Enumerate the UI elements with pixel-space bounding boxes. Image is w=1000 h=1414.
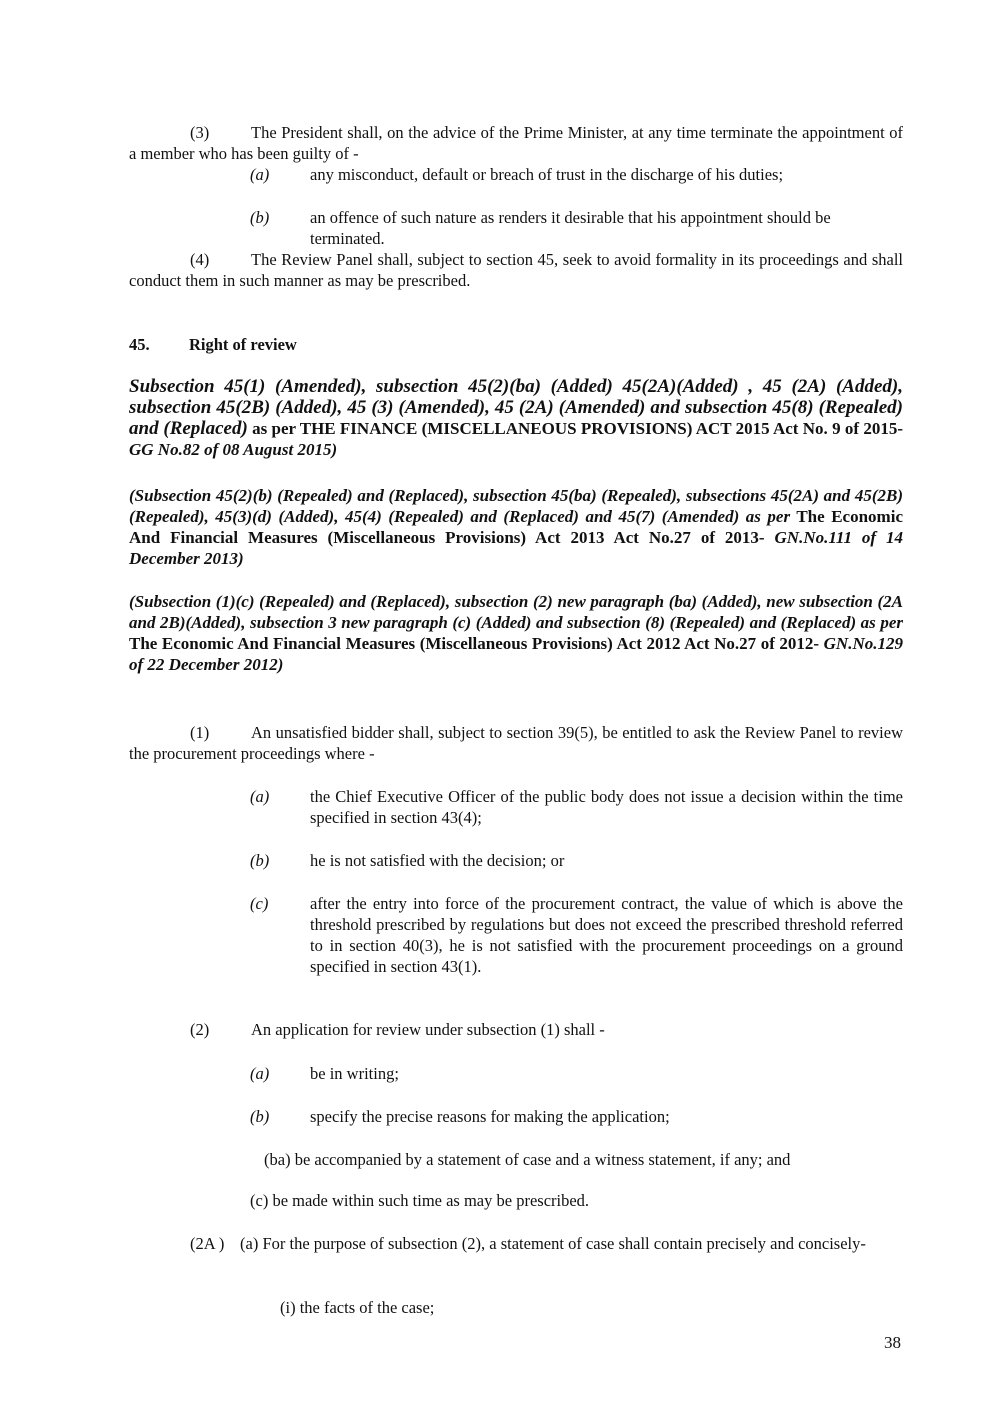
amendment-italic: Subsection 45(1) (Amended), subsection 45(2)(ba) (Added) 45(2A)(Added) , 45 (2A) (Added), subsection 45(2B) (Added), 45 (3) (Amended), 45 (2A) (Amended) and subsection 45(8) (Repealed) and (Replaced) xyxy=(129,376,903,439)
list-item xyxy=(250,1106,903,1127)
amendment-act: The Economic And Financial Measures (Miscellaneous Provisions) Act 2013 Act No.27 of 2013- xyxy=(129,507,903,547)
paragraph-3 xyxy=(129,122,903,164)
item-text: any misconduct, default or breach of trust in the discharge of his duties; xyxy=(310,165,784,184)
subsection-text: (a) For the purpose of subsection (2), a statement of case shall contain precisely and concisely- xyxy=(240,1234,866,1253)
item-label: (b) xyxy=(250,1107,270,1126)
item-text: specify the precise reasons for making the application; xyxy=(310,1107,670,1126)
subsection-2a xyxy=(190,1233,903,1254)
subsection-text: An application for review under subsection (1) shall - xyxy=(251,1020,605,1039)
subsection-text: An unsatisfied bidder shall, subject to section 39(5), be entitled to ask the Review Panel to review the procurement proceedings where - xyxy=(129,723,903,763)
list-item: (i) the facts of the case; xyxy=(280,1298,435,1317)
list-item: (c) be made within such time as may be prescribed. xyxy=(250,1191,590,1210)
item-text: after the entry into force of the procurement contract, the value of which is above the threshold prescribed by regulations but does not exceed the prescribed threshold referred to in section 40(3), he is not satisfied with the procurement proceedings on a ground specified in section 43(1). xyxy=(310,894,903,976)
item-text: he is not satisfied with the decision; or xyxy=(310,851,565,870)
amendment-note xyxy=(129,485,903,569)
subsection-1 xyxy=(129,722,903,764)
item-label: (b) xyxy=(250,851,270,870)
paragraph-text: The Review Panel shall, subject to section 45, seek to avoid formality in its proceedings and shall conduct them in such manner as may be prescribed. xyxy=(129,250,903,290)
subsection-2 xyxy=(129,1019,903,1040)
section-title: Right of review xyxy=(189,335,297,354)
paragraph-4 xyxy=(129,249,903,291)
item-label: (a) xyxy=(250,787,270,806)
item-label: (a) xyxy=(250,1064,270,1083)
subsection-number: (1) xyxy=(190,723,210,742)
amendment-gazette: GN.No.111 of 14 December 2013) xyxy=(129,528,903,568)
subsection-number: (2) xyxy=(190,1020,210,1039)
list-item xyxy=(250,164,903,185)
list-item xyxy=(250,850,903,871)
item-text: be in writing; xyxy=(310,1064,399,1083)
item-label: (a) xyxy=(250,165,270,184)
amendment-note xyxy=(129,591,903,675)
item-text: an offence of such nature as renders it desirable that his appointment should be terminated. xyxy=(310,208,831,248)
paragraph-number: (4) xyxy=(190,250,210,269)
section-number: 45. xyxy=(129,335,150,354)
item-label: (b) xyxy=(250,208,270,227)
subsection-number: (2A ) xyxy=(190,1234,225,1253)
amendment-italic: (Subsection 45(2)(b) (Repealed) and (Replaced), subsection 45(ba) (Repealed), subsections 45(2A) and 45(2B) (Repealed), 45(3)(d) (Added), 45(4) (Repealed) and (Replaced) and 45(7) (Amended) as per xyxy=(129,486,903,526)
list-item xyxy=(250,1063,903,1084)
amendment-gazette: GN.No.129 of 22 December 2012) xyxy=(129,634,903,674)
page-number: 38 xyxy=(884,1333,901,1352)
list-item xyxy=(250,786,903,828)
section-heading xyxy=(129,334,297,355)
paragraph-number: (3) xyxy=(190,123,210,142)
amendment-italic: (Subsection (1)(c) (Repealed) and (Replaced), subsection (2) new paragraph (ba) (Added), new subsection (2A and 2B)(Added), subsection 3 new paragraph (c) (Added) and subsection (8) (Repealed) and (Replaced) as per xyxy=(129,592,903,632)
list-item: (ba) be accompanied by a statement of case and a witness statement, if any; and xyxy=(264,1150,791,1169)
amendment-gazette: GG No.82 of 08 August 2015) xyxy=(129,440,338,459)
amendment-act: as per THE FINANCE (MISCELLANEOUS PROVISIONS) ACT 2015 Act No. 9 of 2015- xyxy=(247,419,903,438)
amendment-act: The Economic And Financial Measures (Miscellaneous Provisions) Act 2012 Act No.27 of 2012- xyxy=(129,634,824,653)
amendment-note xyxy=(129,376,903,460)
item-text: the Chief Executive Officer of the public body does not issue a decision within the time specified in section 43(4); xyxy=(310,787,903,827)
list-item xyxy=(250,207,903,249)
paragraph-text: The President shall, on the advice of the Prime Minister, at any time terminate the appointment of a member who has been guilty of - xyxy=(129,123,903,163)
item-label: (c) xyxy=(250,894,269,913)
list-item xyxy=(250,893,903,977)
